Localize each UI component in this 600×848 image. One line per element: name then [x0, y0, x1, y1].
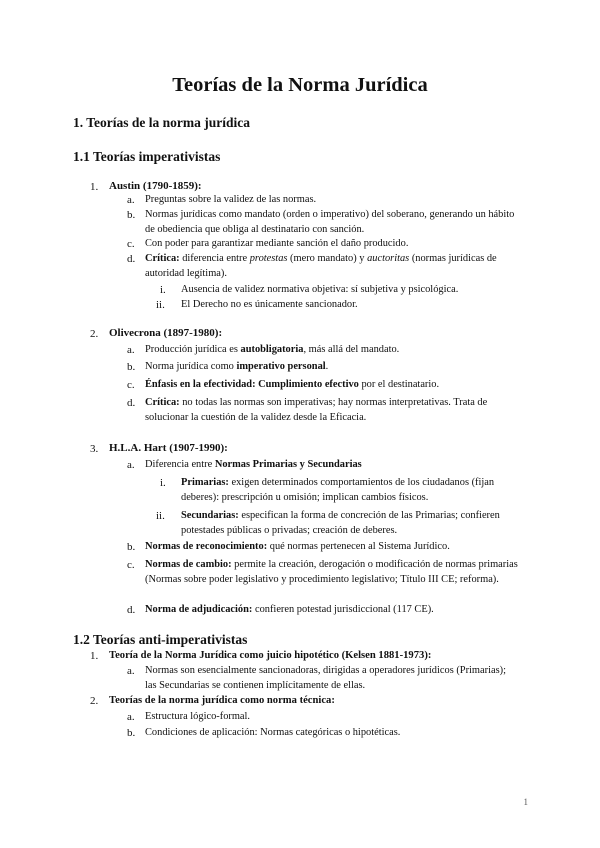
list-item-text: Producción jurídica es autobligatoria, más allá del mandato.: [145, 344, 400, 355]
list-item-text: Norma jurídica como imperativo personal.: [145, 361, 329, 372]
list-marker: c.: [127, 238, 135, 250]
section-heading-1-1: 1.1 Teorías imperativistas: [73, 149, 221, 164]
list-item-text: Estructura lógico-formal.: [145, 711, 251, 722]
list-marker: a.: [127, 711, 135, 723]
list-marker: 3.: [90, 443, 99, 455]
list-item-text: Énfasis en la efectividad: Cumplimiento efectivo por el destinatario.: [145, 379, 440, 390]
list-item-text: Con poder para garantizar mediante sanción el daño producido.: [145, 238, 409, 249]
list-item-text: Ausencia de validez normativa objetiva: sí subjetiva y psicológica.: [181, 284, 459, 295]
list-item-text: Crítica: diferencia entre protestas (mero mandato) y auctoritas (normas jurídicas de autoridad legítima).: [145, 253, 497, 279]
section-heading-1: 1. Teorías de la norma jurídica: [73, 115, 251, 130]
list-marker: 1.: [90, 650, 99, 662]
list-marker: ii.: [156, 299, 165, 311]
list-marker: b.: [127, 727, 136, 739]
list-marker: a.: [127, 665, 135, 677]
list-marker: b.: [127, 209, 136, 221]
list-marker: d.: [127, 253, 136, 265]
list-marker: i.: [160, 477, 166, 489]
list-marker: 1.: [90, 181, 99, 193]
list-heading: H.L.A. Hart (1907-1990):: [109, 442, 228, 454]
list-item-text: Normas de cambio: permite la creación, derogación o modificación de normas primarias (Normas sobre poder legislativo y procedimiento legislativo; Título III CE; reforma).: [145, 559, 518, 585]
list-heading: Austin (1790-1859):: [109, 180, 202, 192]
list-item-text: Crítica: no todas las normas son imperativas; hay normas interpretativas. Trata de solucionar la cuestión de la validez desde la Eficacia.: [145, 397, 488, 423]
list-item-text: Preguntas sobre la validez de las normas.: [145, 194, 317, 205]
list-marker: b.: [127, 541, 136, 553]
list-item-text: Primarias: exigen determinados comportamientos de los ciudadanos (fijan deberes): prescripción u omisión; implican cambios físicos.: [181, 477, 495, 503]
list-item-text: Normas son esencialmente sancionadoras, dirigidas a operadores jurídicos (Primarias); las Secundarias se contienen implícitamente de ellas.: [145, 665, 506, 691]
list-heading: Teorías de la norma jurídica como norma técnica:: [109, 695, 335, 706]
list-item-text: Condiciones de aplicación: Normas categóricas o hipotéticas.: [145, 727, 401, 738]
list-marker: i.: [160, 284, 166, 296]
list-marker: a.: [127, 459, 135, 471]
section-heading-1-2: 1.2 Teorías anti-imperativistas: [73, 632, 248, 647]
list-item-text: Secundarias: especifican la forma de concreción de las Primarias; confieren potestades públicas o privadas; creación de deberes.: [181, 510, 500, 536]
page-number: 1: [523, 797, 528, 807]
list-marker: b.: [127, 361, 136, 373]
list-marker: ii.: [156, 510, 165, 522]
list-marker: d.: [127, 397, 136, 409]
list-marker: 2.: [90, 695, 99, 707]
list-marker: a.: [127, 344, 135, 356]
list-item-text: Normas jurídicas como mandato (orden o imperativo) del soberano, generando un hábito de obediencia que obliga al destinatario con sanción.: [145, 209, 515, 235]
list-marker: d.: [127, 604, 136, 616]
list-heading: Teoría de la Norma Jurídica como juicio hipotético (Kelsen 1881-1973):: [109, 650, 432, 661]
list-marker: c.: [127, 559, 135, 571]
list-item-text: Norma de adjudicación: confieren potestad jurisdiccional (117 CE).: [145, 604, 434, 615]
document-title: Teorías de la Norma Jurídica: [172, 74, 428, 96]
list-marker: a.: [127, 194, 135, 206]
list-heading: Olivecrona (1897-1980):: [109, 327, 223, 339]
list-marker: c.: [127, 379, 135, 391]
list-item-text: Diferencia entre Normas Primarias y Secundarias: [145, 459, 362, 470]
list-marker: 2.: [90, 328, 99, 340]
list-item-text: Normas de reconocimiento: qué normas pertenecen al Sistema Jurídico.: [145, 541, 450, 552]
list-item-text: El Derecho no es únicamente sancionador.: [181, 299, 358, 310]
